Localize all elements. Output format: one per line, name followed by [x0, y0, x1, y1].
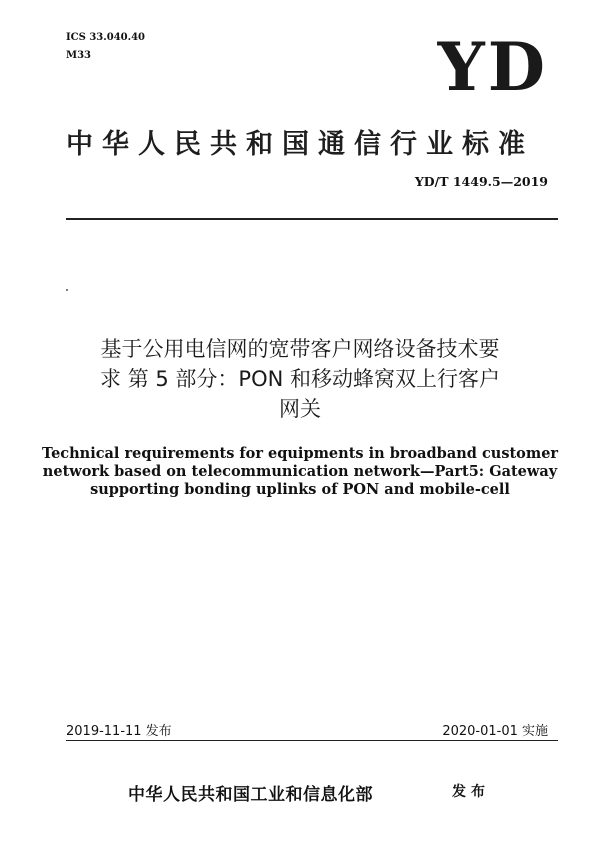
classification-code: M33 — [66, 50, 91, 61]
standard-title: 中华人民共和国通信行业标准 — [66, 129, 534, 160]
header-divider — [66, 218, 558, 220]
footer-divider — [66, 740, 558, 741]
ics-code: ICS 33.040.40 — [66, 32, 146, 43]
yd-logo: YD — [437, 28, 548, 106]
chinese-title-line: 网关 — [279, 397, 321, 421]
implement-date: 2020-01-01 实施 — [442, 724, 548, 739]
chinese-title — [40, 334, 560, 424]
english-title — [40, 445, 560, 499]
issuing-ministry: 中华人民共和国工业和信息化部 — [128, 785, 373, 805]
chinese-title-line: 求 第 5 部分：PON 和移动蜂窝双上行客户 — [100, 367, 500, 391]
standard-number: YD/T 1449.5—2019 — [414, 174, 548, 189]
chinese-title-line: 基于公用电信网的宽带客户网络设备技术要 — [100, 337, 500, 361]
issue-label: 发布 — [452, 784, 490, 800]
english-title-line: supporting bonding uplinks of PON and mobile-cell — [90, 481, 510, 498]
english-title-line: Technical requirements for equipments in broadband customer — [41, 445, 559, 462]
english-title-line: network based on telecommunication network—Part5: Gateway — [42, 463, 558, 480]
scan-speck — [66, 289, 68, 291]
publish-date: 2019-11-11 发布 — [66, 724, 172, 739]
